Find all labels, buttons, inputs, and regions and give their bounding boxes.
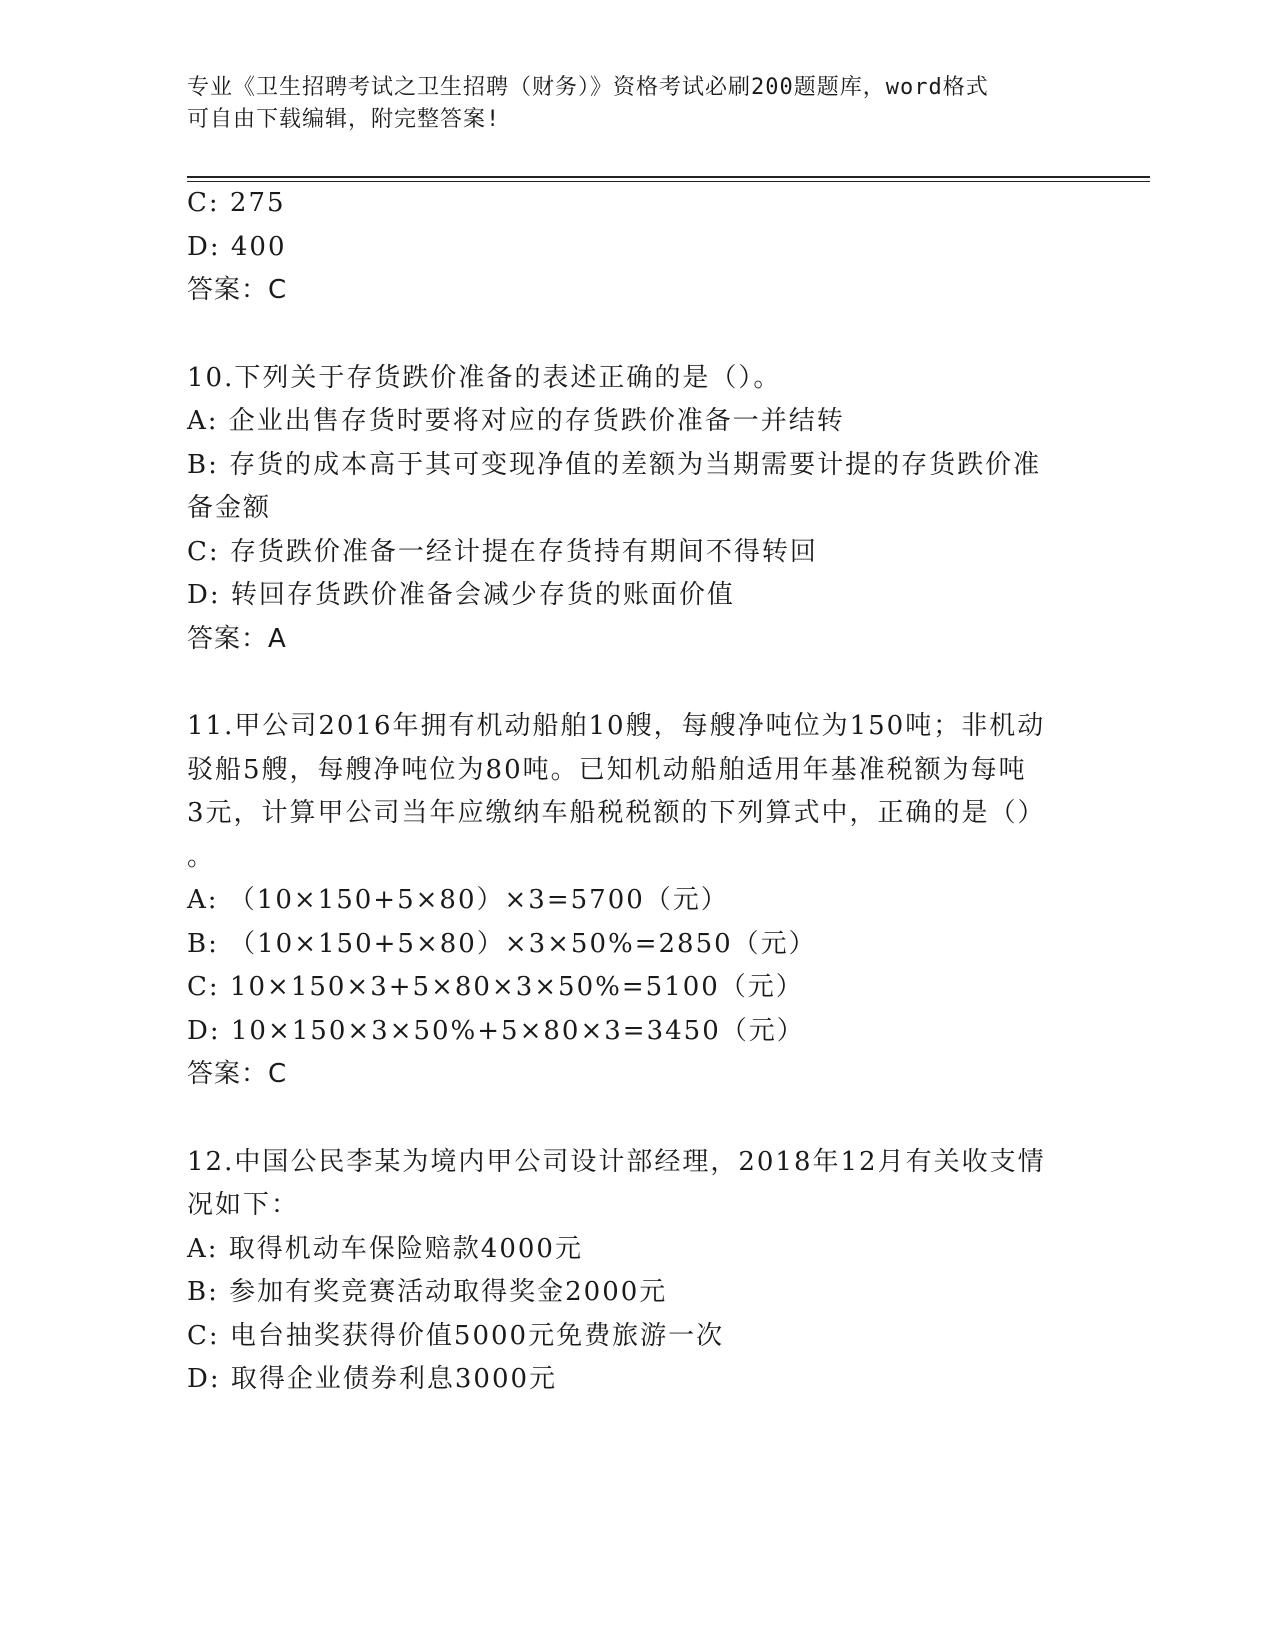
q12-option-c: C: 电台抽奖获得价值5000元免费旅游一次 xyxy=(187,1321,725,1351)
header-rule-bottom xyxy=(187,181,1150,182)
q11-answer: 答案：C xyxy=(187,1059,288,1089)
q12-option-b: B: 参加有奖竞赛活动取得奖金2000元 xyxy=(187,1277,668,1307)
q10-option-a: A: 企业出售存货时要将对应的存货跌价准备一并结转 xyxy=(187,406,845,436)
q11-option-b: B: （10×150+5×80）×3×50%=2850（元） xyxy=(187,929,817,959)
q12-option-a: A: 取得机动车保险赔款4000元 xyxy=(187,1234,583,1264)
q10-option-d: D: 转回存货跌价准备会减少存货的账面价值 xyxy=(187,580,735,610)
q12-option-d: D: 取得企业债券利息3000元 xyxy=(187,1364,558,1394)
q9-answer: 答案：C xyxy=(187,275,288,305)
q9-option-c: C: 275 xyxy=(187,188,286,218)
document-header xyxy=(187,72,1067,136)
q11-option-a: A: （10×150+5×80）×3=5700（元） xyxy=(187,885,729,915)
q11-stem-line4: 。 xyxy=(187,842,216,872)
header-line-1: 专业《卫生招聘考试之卫生招聘（财务）》资格考试必刷200题题库，word格式 xyxy=(187,75,989,100)
header-rule-top xyxy=(187,176,1150,178)
q11-option-d: D: 10×150×3×50%+5×80×3=3450（元） xyxy=(187,1016,805,1046)
q12-stem-line1: 12.中国公民李某为境内甲公司设计部经理，2018年12月有关收支情 xyxy=(187,1147,1046,1177)
q10-option-b-line2: 备金额 xyxy=(187,493,272,523)
q11-stem-line2: 驳船5艘，每艘净吨位为80吨。已知机动船舶适用年基准税额为每吨 xyxy=(187,755,1027,785)
q10-stem: 10.下列关于存货跌价准备的表述正确的是（）。 xyxy=(187,363,782,393)
q12-stem-line2: 况如下： xyxy=(187,1190,300,1220)
q10-answer: 答案：A xyxy=(187,624,287,654)
q11-stem-line3: 3元，计算甲公司当年应缴纳车船税税额的下列算式中，正确的是（） xyxy=(187,798,1046,828)
q10-option-b-line1: B: 存货的成本高于其可变现净值的差额为当期需要计提的存货跌价准 xyxy=(187,450,1042,480)
q11-option-c: C: 10×150×3+5×80×3×50%=5100（元） xyxy=(187,972,804,1002)
q9-option-d: D: 400 xyxy=(187,232,287,262)
q10-option-c: C: 存货跌价准备一经计提在存货持有期间不得转回 xyxy=(187,537,818,567)
q11-stem-line1: 11.甲公司2016年拥有机动船舶10艘，每艘净吨位为150吨；非机动 xyxy=(187,711,1046,741)
header-line-2: 可自由下载编辑，附完整答案! xyxy=(187,107,501,132)
